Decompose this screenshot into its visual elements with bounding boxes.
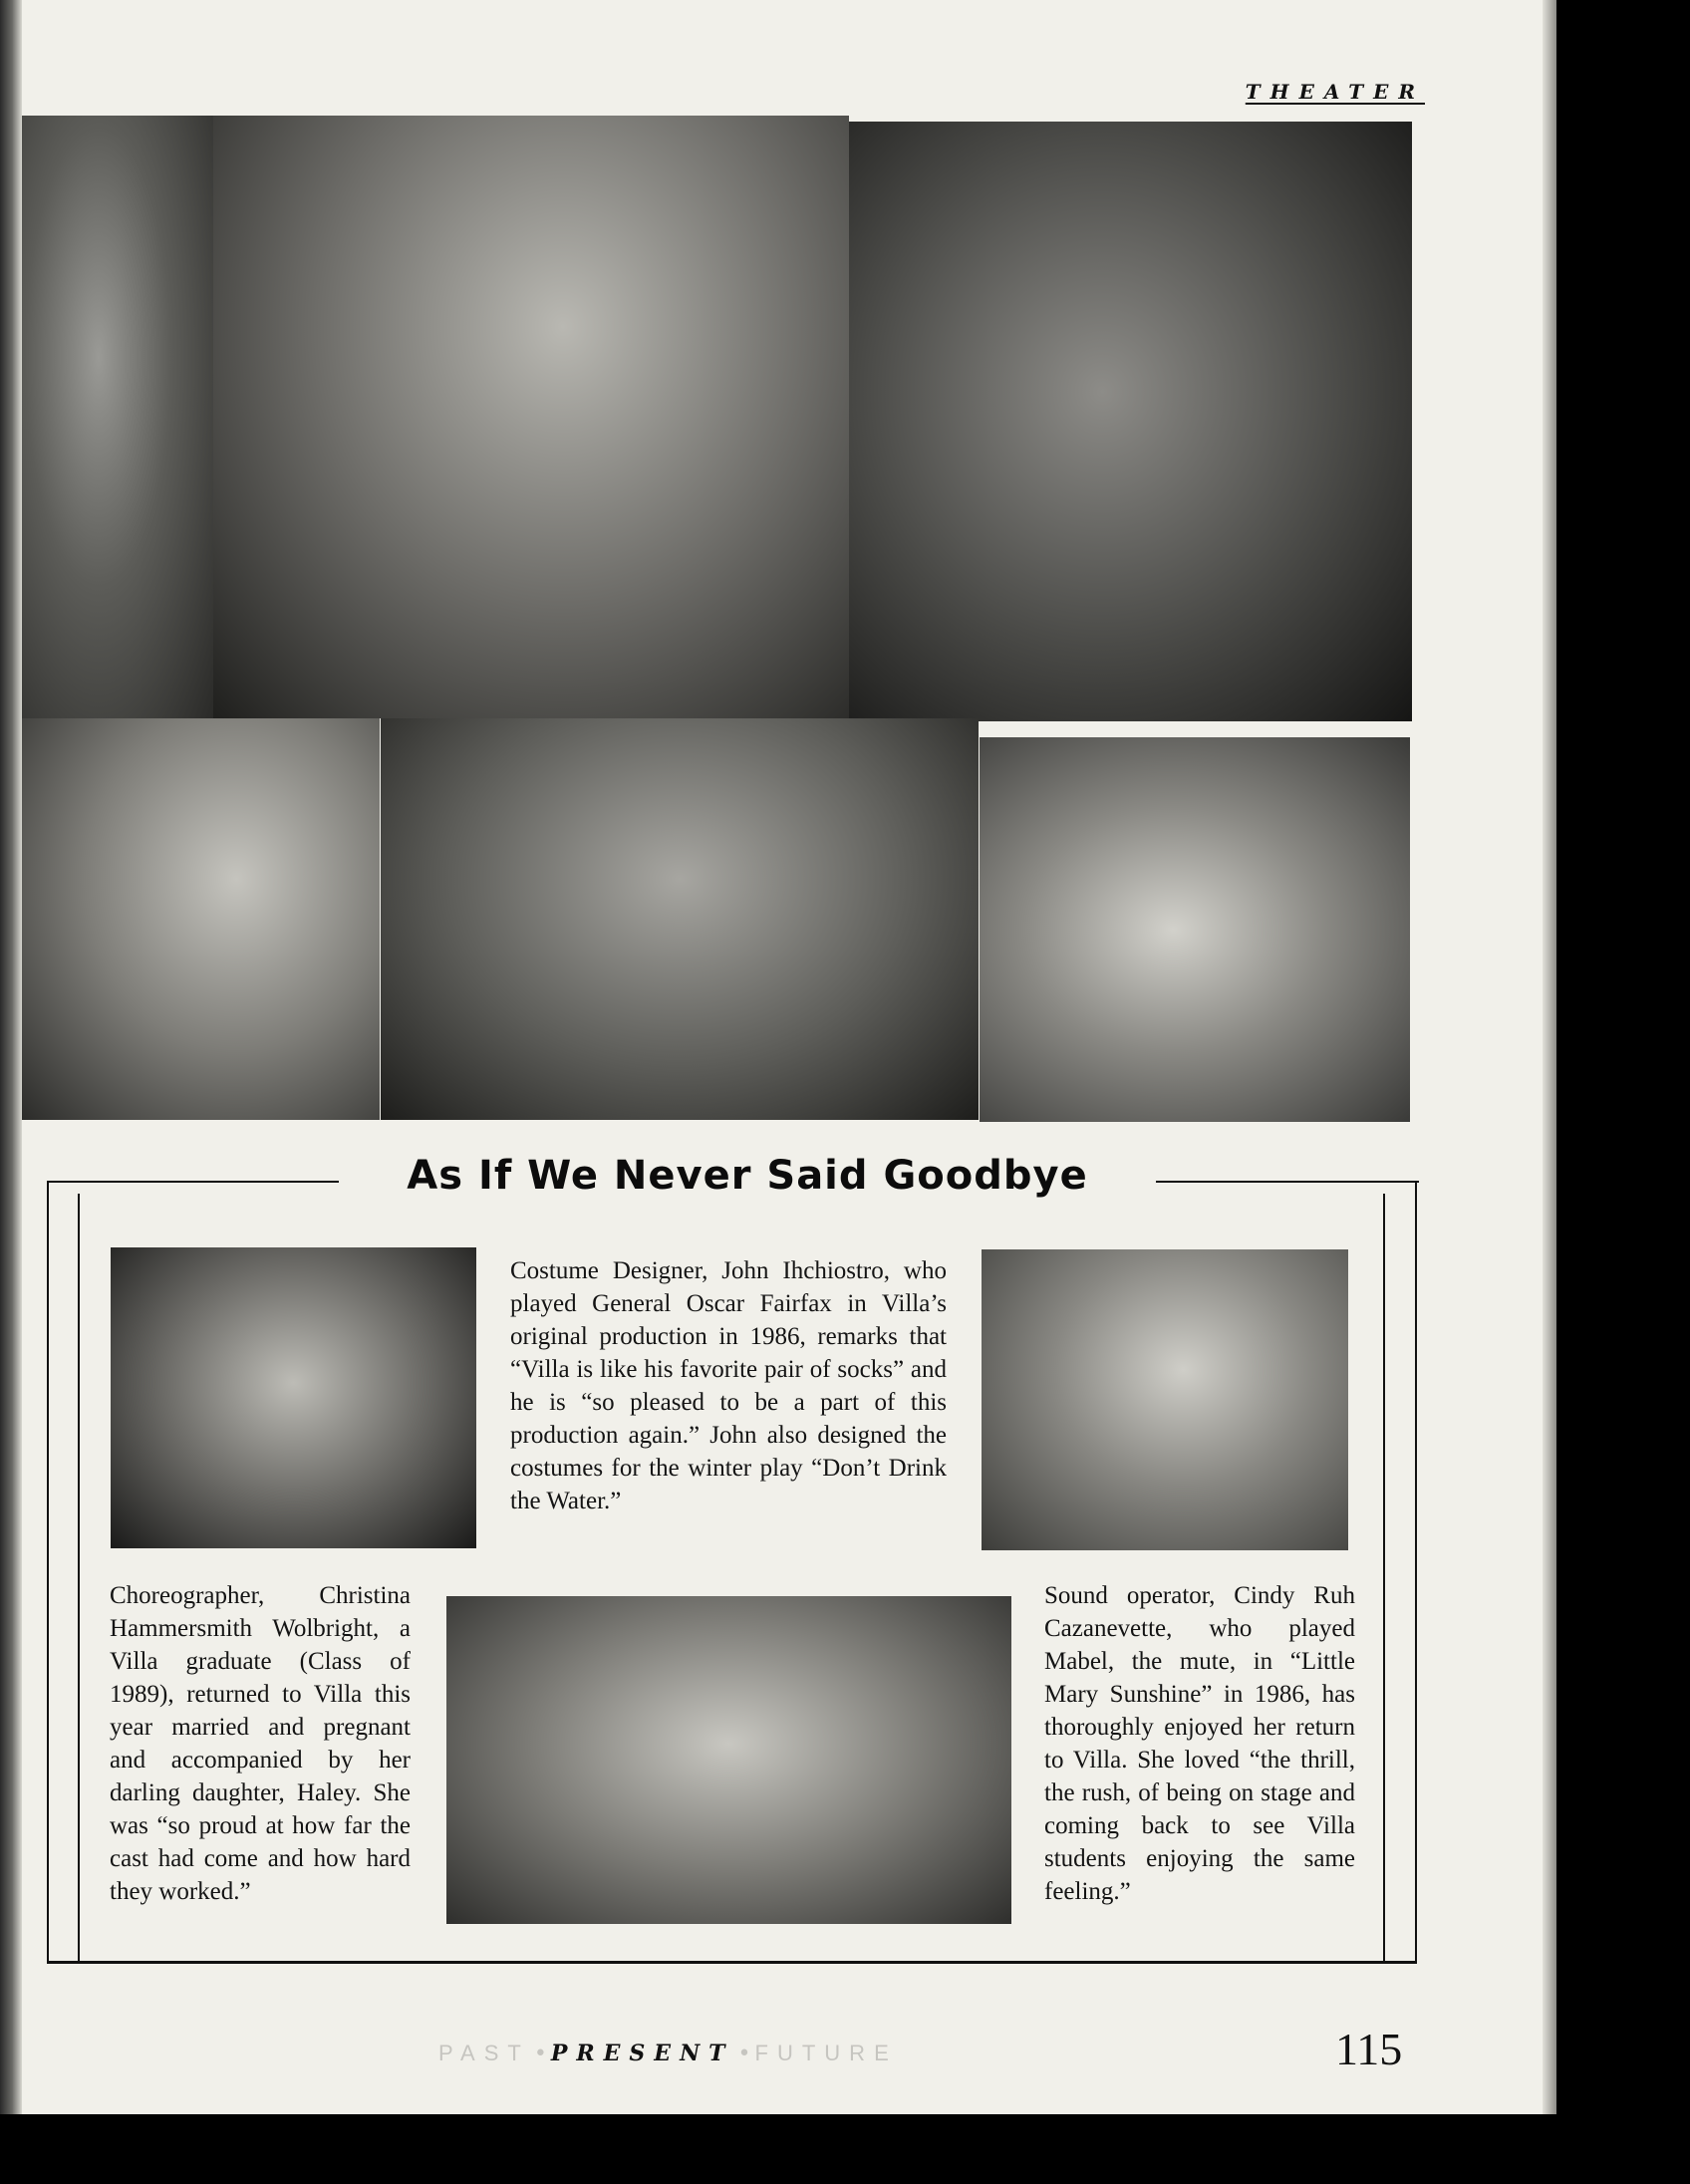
footer-separator: •: [533, 2042, 547, 2066]
section-label: THEATER: [1245, 80, 1425, 104]
caption-costume-designer: Costume Designer, John Ihchiostro, who played General Oscar Fairfax in Villa’s original production in 1986, remarks that “Villa is like his favorite pair of socks” and he is “so pleased to be a part of this production again.” John also designed the costumes for the winter play “Don’t Drink the Water.”: [510, 1257, 947, 1514]
footer-future: FUTURE: [754, 2041, 898, 2065]
caption-sound-operator: Sound operator, Cindy Ruh Cazanevette, who played Mabel, the mute, in “Little Mary Sunshine” in 1986, has thoroughly enjoyed her return to Villa. She loved “the thrill, the rush, of being on stage and coming back to see Villa students enjoying the same feeling.”: [1044, 1582, 1355, 1905]
headline-rule-right: [1118, 1181, 1419, 1183]
photo-mid-left: [22, 718, 380, 1120]
footer-separator: •: [737, 2042, 751, 2066]
caption-choreographer: Choreographer, Christina Hammersmith Wolbright, a Villa graduate (Class of 1989), returned to Villa this year married and pregnant and accompanied by her darling daughter, Haley. She was “so proud at how far the cast had come and how hard they worked.”: [110, 1582, 411, 1905]
page-edge-shadow: [1543, 0, 1556, 2114]
footer-present: PRESENT: [550, 2041, 734, 2066]
page-number: 115: [1335, 2024, 1403, 2074]
photo-top-right: [849, 122, 1412, 721]
photo-top-center: [213, 116, 849, 718]
photo-costume-designer: [446, 1596, 1011, 1924]
headline-rule-left: [47, 1181, 346, 1183]
footer-tagline: [438, 2041, 898, 2066]
photo-mid-center: [381, 718, 979, 1120]
binding-edge: [0, 0, 22, 2114]
photo-sound-operator: [982, 1249, 1348, 1550]
photo-mid-right: [980, 737, 1410, 1122]
photo-top-left: [22, 116, 213, 718]
footer-past: PAST: [438, 2041, 530, 2065]
photo-choreographer: [111, 1247, 476, 1548]
feature-headline: As If We Never Said Goodbye: [339, 1153, 1156, 1199]
